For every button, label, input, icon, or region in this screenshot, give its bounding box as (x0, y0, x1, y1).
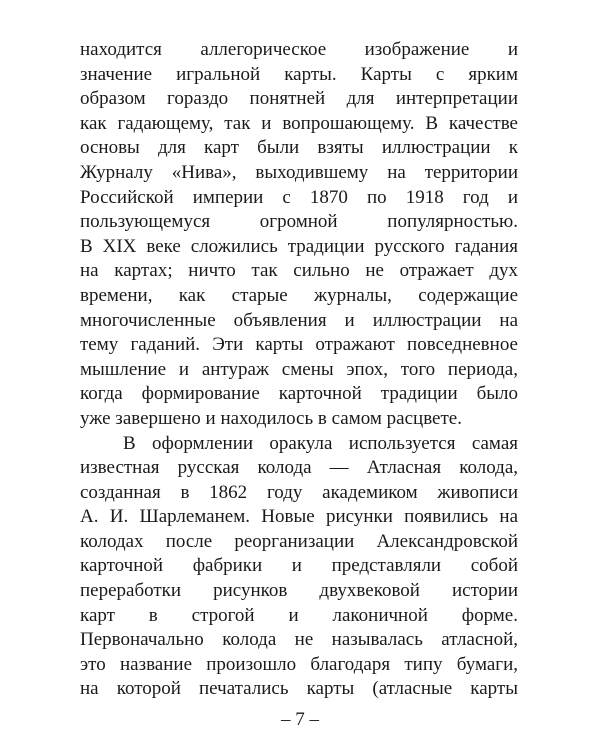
text-line: это название произошло благодаря типу бумаги, (80, 653, 518, 675)
paragraph-2 (80, 432, 518, 703)
text-line: времени, как старые журналы, содержащие (80, 284, 518, 306)
text-line: когда формирование карточной традиции было (80, 383, 518, 405)
text-line: пользующемуся огромной популярностью. (80, 211, 518, 233)
text-line: переработки рисунков двухвековой истории (80, 580, 518, 602)
text-line: В XIX веке сложились традиции русского гадания (80, 235, 518, 257)
text-line: Первоначально колода не называлась атласной, (80, 629, 518, 651)
text-line: колодах после реорганизации Александровской (80, 530, 518, 552)
page-number: – 7 – (281, 709, 319, 730)
text-line: В оформлении оракула используется самая (123, 432, 518, 454)
text-line: значение игральной карты. Карты с ярким (80, 63, 518, 85)
text-line: Российской империи с 1870 по 1918 год и (80, 186, 518, 208)
text-line: многочисленные объявления и иллюстрации на (80, 309, 518, 331)
text-line: на которой печатались карты (атласные карты (80, 678, 518, 700)
text-line: уже завершено и находилось в самом расцвете. (80, 407, 462, 429)
text-line: образом гораздо понятней для интерпретации (80, 88, 518, 110)
text-line: Журналу «Нива», выходившему на территории (80, 161, 518, 183)
text-line: мышление и антураж смены эпох, того периода, (80, 358, 518, 380)
text-line: основы для карт были взяты иллюстрации к (80, 137, 518, 159)
paragraph-1 (80, 38, 518, 432)
page-body (80, 38, 518, 702)
text-line: карточной фабрики и представляли собой (80, 555, 518, 577)
text-line: тему гаданий. Эти карты отражают повседневное (80, 334, 518, 356)
text-line: карт в строгой и лаконичной форме. (80, 604, 518, 626)
text-line: созданная в 1862 году академиком живописи (80, 481, 518, 503)
text-line: находится аллегорическое изображение и (80, 39, 518, 60)
text-line: А. И. Шарлеманем. Новые рисунки появились на (80, 506, 518, 528)
text-line: известная русская колода — Атласная колода, (80, 457, 518, 479)
text-line: как гадающему, так и вопрошающему. В качестве (80, 112, 518, 134)
text-line: на картах; ничто так сильно не отражает дух (80, 260, 518, 282)
